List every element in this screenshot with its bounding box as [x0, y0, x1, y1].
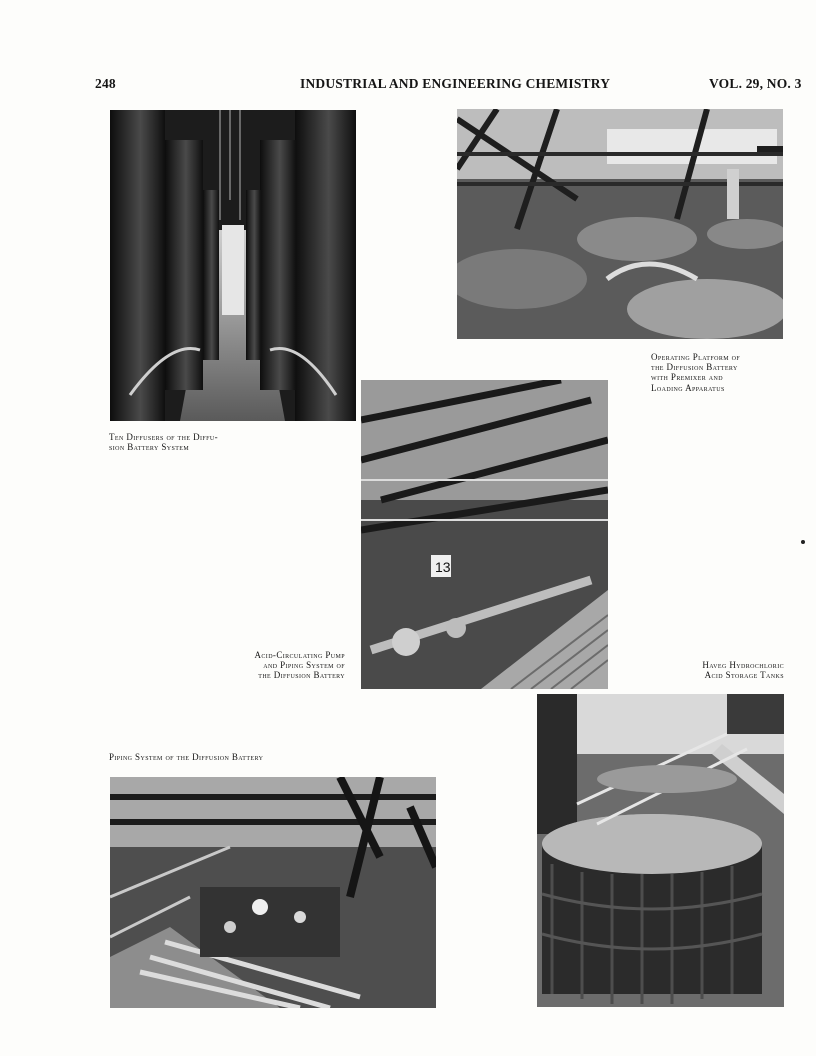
caption-piping-system: Piping System of the Diffusion Battery — [109, 752, 264, 762]
stray-mark — [801, 540, 805, 544]
caption-diffusers: Ten Diffusers of the Diffu- sion Battery System — [109, 432, 218, 453]
storage-tanks-image — [537, 694, 784, 1007]
photo-acid-pump — [361, 380, 608, 689]
acid-pump-image — [361, 380, 608, 689]
piping-system-image — [110, 777, 436, 1008]
page-number: 248 — [95, 76, 116, 91]
diffusers-image — [110, 110, 356, 421]
journal-title: INDUSTRIAL AND ENGINEERING CHEMISTRY — [300, 76, 611, 91]
caption-operating-platform: Operating Platform of the Diffusion Battery with Premixer and Loading Apparatus — [651, 352, 741, 393]
caption-acid-pump: Acid-Circulating Pump and Piping System of the Diffusion Battery — [254, 650, 345, 681]
pump-number-label: 13 — [435, 559, 451, 575]
photo-diffusers — [110, 110, 356, 421]
photo-piping-system — [110, 777, 436, 1008]
caption-storage-tanks: Haveg Hydrochloric Acid Storage Tanks — [702, 660, 784, 681]
photo-storage-tanks — [537, 694, 784, 1007]
operating-platform-image — [457, 109, 783, 339]
volume-issue: VOL. 29, NO. 3 — [709, 76, 802, 91]
photo-operating-platform — [457, 109, 783, 339]
